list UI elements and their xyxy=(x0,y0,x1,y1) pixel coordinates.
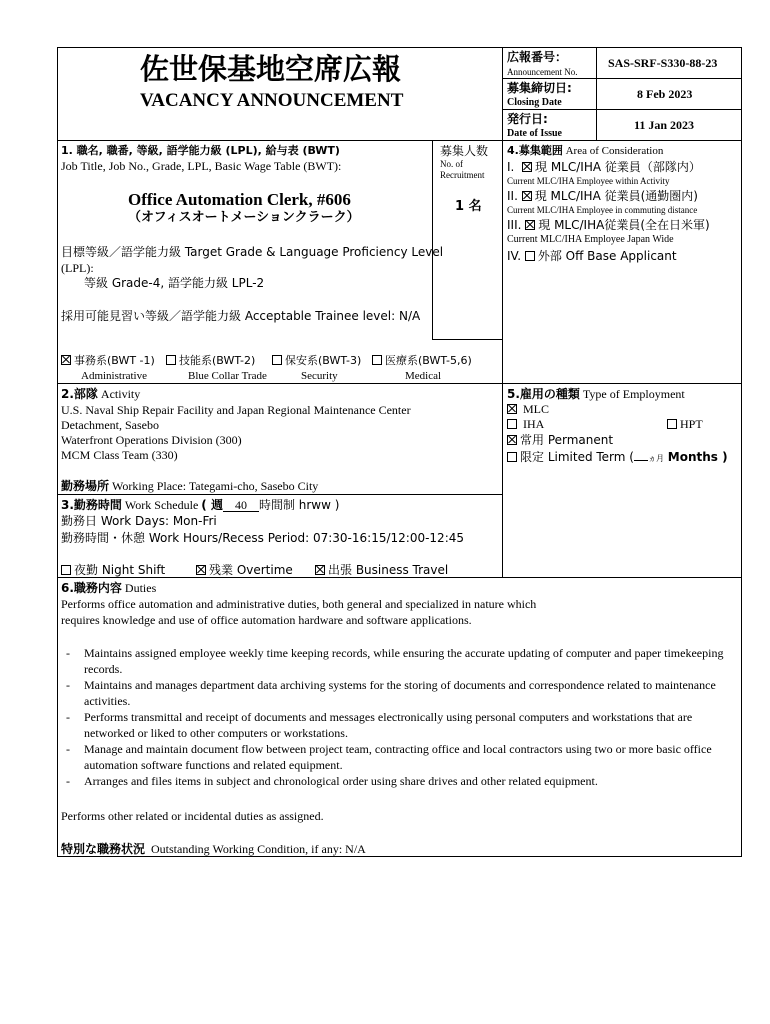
job-title-jp: （オフィスオートメーションクラーク） xyxy=(128,210,360,225)
employment-limited-label: 限定 Limited Term ( xyxy=(520,450,634,464)
target-label-cont: (LPL): xyxy=(61,261,94,275)
section3-heading-en: Work Schedule xyxy=(124,498,199,512)
closing-date-label-jp: 募集締切日: xyxy=(507,81,572,95)
issue-date-label-jp: 発行日: xyxy=(507,112,548,126)
bwt-administrative-label: 事務系(BWT -1) xyxy=(74,354,155,367)
area-item-2[interactable] xyxy=(507,190,698,202)
area-item-3-label: 現 MLC/IHA従業員(全在日米軍) xyxy=(538,218,710,232)
working-place-label: 勤務場所 xyxy=(61,479,110,493)
activity-line-4: MCM Class Team (330) xyxy=(61,448,178,462)
area-item-2-label: 現 MLC/IHA 従業員(通勤圏内) xyxy=(534,189,698,203)
bwt-medical[interactable] xyxy=(372,355,472,366)
recruit-label-en-1: No. of xyxy=(440,159,463,169)
bwt-security-label: 保安系(BWT-3) xyxy=(285,354,362,367)
title-jp: 佐世保基地空席広報 xyxy=(140,52,402,86)
section5-heading xyxy=(507,388,685,400)
row-line-section3 xyxy=(57,494,502,495)
divider-main-vertical xyxy=(502,47,503,577)
title-en: VACANCY ANNOUNCEMENT xyxy=(140,90,404,111)
bwt-blue-collar[interactable] xyxy=(166,355,255,366)
duties-list xyxy=(66,645,724,789)
activity-line-1: U.S. Naval Ship Repair Facility and Japan Regional Maintenance Center xyxy=(61,403,411,417)
months-blank[interactable] xyxy=(634,460,648,461)
business-travel-label: 出張 Business Travel xyxy=(328,563,449,577)
recruit-box-left xyxy=(432,140,433,339)
duties-intro-2: requires knowledge and use of office automation hardware and software applications. xyxy=(61,613,472,627)
area-item-4-prefix: IV. xyxy=(507,249,522,263)
section1-subheading: Job Title, Job No., Grade, LPL, Basic Wage Table (BWT): xyxy=(61,159,342,173)
section2-heading-en: Activity xyxy=(100,387,141,401)
employment-permanent-label: 常用 Permanent xyxy=(520,433,614,447)
night-shift-label: 夜勤 Night Shift xyxy=(74,563,166,577)
special-condition-value: Outstanding Working Condition, if any: N/A xyxy=(151,842,366,856)
special-condition-label: 特別な職務状況 xyxy=(61,842,146,856)
night-shift[interactable] xyxy=(61,564,165,576)
closing-date: 8 Feb 2023 xyxy=(637,87,693,101)
other-duties: Performs other related or incidental duties as assigned. xyxy=(61,809,324,823)
frame-bottom xyxy=(57,856,741,857)
section5-heading-en: Type of Employment xyxy=(582,387,685,401)
checkbox-empty-icon xyxy=(372,355,382,365)
area-item-1[interactable] xyxy=(507,161,701,173)
employment-iha[interactable] xyxy=(507,418,544,430)
announcement-no: SAS-SRF-S330-88-23 xyxy=(608,56,718,70)
area-item-3-prefix: III. xyxy=(507,218,522,232)
employment-limited[interactable] xyxy=(507,451,728,463)
area-item-4[interactable] xyxy=(507,250,677,262)
area-item-1-sub: Current MLC/IHA Employee within Activity xyxy=(507,176,670,186)
section2-heading xyxy=(61,388,140,400)
recruit-label-en-2: Recruitment xyxy=(440,170,485,180)
list-item: - Arranges and files items in subject and chronological order using share drives and other related equipment. xyxy=(66,774,598,788)
list-item: - Maintains and manages department data archiving systems for the storing of documents and correspondence related to maintenance activities. xyxy=(66,678,716,708)
duty-text: Arranges and files items in subject and chronological order using share drives and other related equipment. xyxy=(84,774,598,788)
weekly-hours: 40 xyxy=(223,499,259,512)
employment-mlc-label: MLC xyxy=(523,402,550,416)
duty-text: Manage and maintain document flow between project team, contracting office and local contractors using two or more basic office automation software functions and related equipment. xyxy=(84,742,712,772)
checkbox-checked-icon xyxy=(196,565,206,575)
recruit-count: 1 名 xyxy=(455,199,482,214)
checkbox-checked-icon xyxy=(507,435,517,445)
work-hours: 勤務時間・休憩 Work Hours/Recess Period: 07:30-16:15/12:00-12:45 xyxy=(61,531,465,545)
frame-left xyxy=(57,47,58,857)
checkbox-empty-icon xyxy=(507,419,517,429)
employment-permanent[interactable] xyxy=(507,434,613,446)
months-jp: ヵ月 xyxy=(647,454,664,463)
duty-text: Maintains assigned employee weekly time keeping records, while ensuring the accurate updating of computer and paper timekeeping records. xyxy=(84,646,724,676)
week-suffix: 時間制 hrww ) xyxy=(258,498,340,512)
section3-heading-jp: 3.勤務時間 xyxy=(61,498,122,512)
row-line-section6 xyxy=(57,577,741,578)
trainee-level: 採用可能見習い等級／語学能力級 Acceptable Trainee level: N/A xyxy=(61,309,421,323)
closing-date-label-en: Closing Date xyxy=(507,97,562,108)
overtime[interactable] xyxy=(196,564,293,576)
bwt-medical-label: 医療系(BWT-5,6) xyxy=(385,354,472,367)
section6-heading xyxy=(61,582,156,594)
area-item-2-sub: Current MLC/IHA Employee in commuting distance xyxy=(507,205,698,215)
checkbox-checked-icon xyxy=(61,355,71,365)
header-row-line-2 xyxy=(502,109,741,110)
job-title-en: Office Automation Clerk, #606 xyxy=(128,190,351,209)
section2-heading-jp: 2.部隊 xyxy=(61,387,98,401)
work-days: 勤務日 Work Days: Mon-Fri xyxy=(61,514,217,528)
recruit-label-jp: 募集人数 xyxy=(440,144,489,158)
area-item-1-prefix: I. xyxy=(507,160,515,174)
list-item: - Performs transmittal and receipt of documents and messages electronically using personal computers and workstations that are networked or liked to other computers or workstations. xyxy=(66,710,693,740)
bwt-security-en: Security xyxy=(301,370,338,382)
months-en: Months ) xyxy=(667,450,728,464)
announcement-no-label-en: Announcement No. xyxy=(507,67,578,77)
employment-mlc[interactable] xyxy=(507,403,549,415)
issue-date-label-en: Date of Issue xyxy=(507,128,562,139)
section1-heading: 1. 職名, 職番, 等級, 語学能力級 (LPL), 給与表 (BWT) xyxy=(61,144,340,157)
row-line-section2 xyxy=(57,383,741,384)
list-item: - Maintains assigned employee weekly time keeping records, while ensuring the accurate updating of computer and paper timekeeping records. xyxy=(66,646,724,676)
employment-iha-label: IHA xyxy=(523,417,545,431)
bwt-blue-collar-en: Blue Collar Trade xyxy=(188,370,267,382)
section5-heading-jp: 5.雇用の種類 xyxy=(507,387,580,401)
checkbox-checked-icon xyxy=(522,191,532,201)
working-place xyxy=(61,480,318,492)
checkbox-checked-icon xyxy=(507,404,517,414)
checkbox-empty-icon xyxy=(507,452,517,462)
duty-text: Maintains and manages department data archiving systems for the storing of documents and correspondence related to maintenance activities. xyxy=(84,678,716,708)
section3-heading xyxy=(61,499,339,512)
section6-heading-en: Duties xyxy=(124,581,157,595)
working-place-value: Working Place: Tategami-cho, Sasebo City xyxy=(112,479,319,493)
target-value: 等級 Grade-4, 語学能力級 LPL-2 xyxy=(84,276,265,290)
week-prefix: ( 週 xyxy=(201,498,223,512)
issue-date: 11 Jan 2023 xyxy=(634,118,695,132)
announcement-no-label-jp: 広報番号： xyxy=(507,50,568,64)
bwt-medical-en: Medical xyxy=(405,370,442,382)
bwt-administrative[interactable] xyxy=(61,355,155,366)
area-item-2-prefix: II. xyxy=(507,189,518,203)
area-item-1-label: 現 MLC/IHA 従業員（部隊内） xyxy=(535,160,701,174)
area-item-3-sub: Current MLC/IHA Employee Japan Wide xyxy=(507,234,674,245)
target-label: 目標等級／語学能力級 Target Grade & Language Proficiency Level xyxy=(61,245,444,259)
bwt-administrative-en: Administrative xyxy=(81,370,147,382)
bwt-security[interactable] xyxy=(272,355,361,366)
section4-heading-jp: 4.募集範囲 xyxy=(507,144,563,157)
overtime-label: 残業 Overtime xyxy=(209,563,293,577)
checkbox-empty-icon xyxy=(166,355,176,365)
employment-hpt-label: HPT xyxy=(680,417,703,431)
business-travel[interactable] xyxy=(315,564,448,576)
area-item-3[interactable] xyxy=(507,219,710,231)
recruit-box-bottom xyxy=(432,339,502,340)
bwt-blue-collar-label: 技能系(BWT-2) xyxy=(179,354,256,367)
activity-line-2: Detachment, Sasebo xyxy=(61,418,159,432)
header-bottom-line xyxy=(57,140,741,141)
special-condition xyxy=(61,843,366,855)
checkbox-checked-icon xyxy=(315,565,325,575)
header-row-line-1 xyxy=(502,78,741,79)
section4-heading-en: Area of Consideration xyxy=(565,145,664,157)
checkbox-empty-icon xyxy=(272,355,282,365)
checkbox-checked-icon xyxy=(522,162,532,172)
frame-top xyxy=(57,47,741,48)
activity-line-3: Waterfront Operations Division (300) xyxy=(61,433,242,447)
divider-header-vertical xyxy=(596,47,597,140)
area-item-4-label: 外部 Off Base Applicant xyxy=(537,249,677,263)
section4-heading xyxy=(507,145,663,157)
checkbox-empty-icon xyxy=(525,251,535,261)
employment-hpt[interactable] xyxy=(667,418,703,430)
list-item: - Manage and maintain document flow between project team, contracting office and local contractors using two or more basic office automation software functions and related equipment. xyxy=(66,742,712,772)
checkbox-empty-icon xyxy=(61,565,71,575)
frame-right xyxy=(741,47,742,857)
section6-heading-jp: 6.職務内容 xyxy=(61,581,122,595)
checkbox-checked-icon xyxy=(525,220,535,230)
duty-text: Performs transmittal and receipt of documents and messages electronically using personal computers and workstations that are networked or liked to other computers or workstations. xyxy=(84,710,693,740)
checkbox-empty-icon xyxy=(667,419,677,429)
duties-intro-1: Performs office automation and administrative duties, both general and specialized in nature which xyxy=(61,597,537,611)
